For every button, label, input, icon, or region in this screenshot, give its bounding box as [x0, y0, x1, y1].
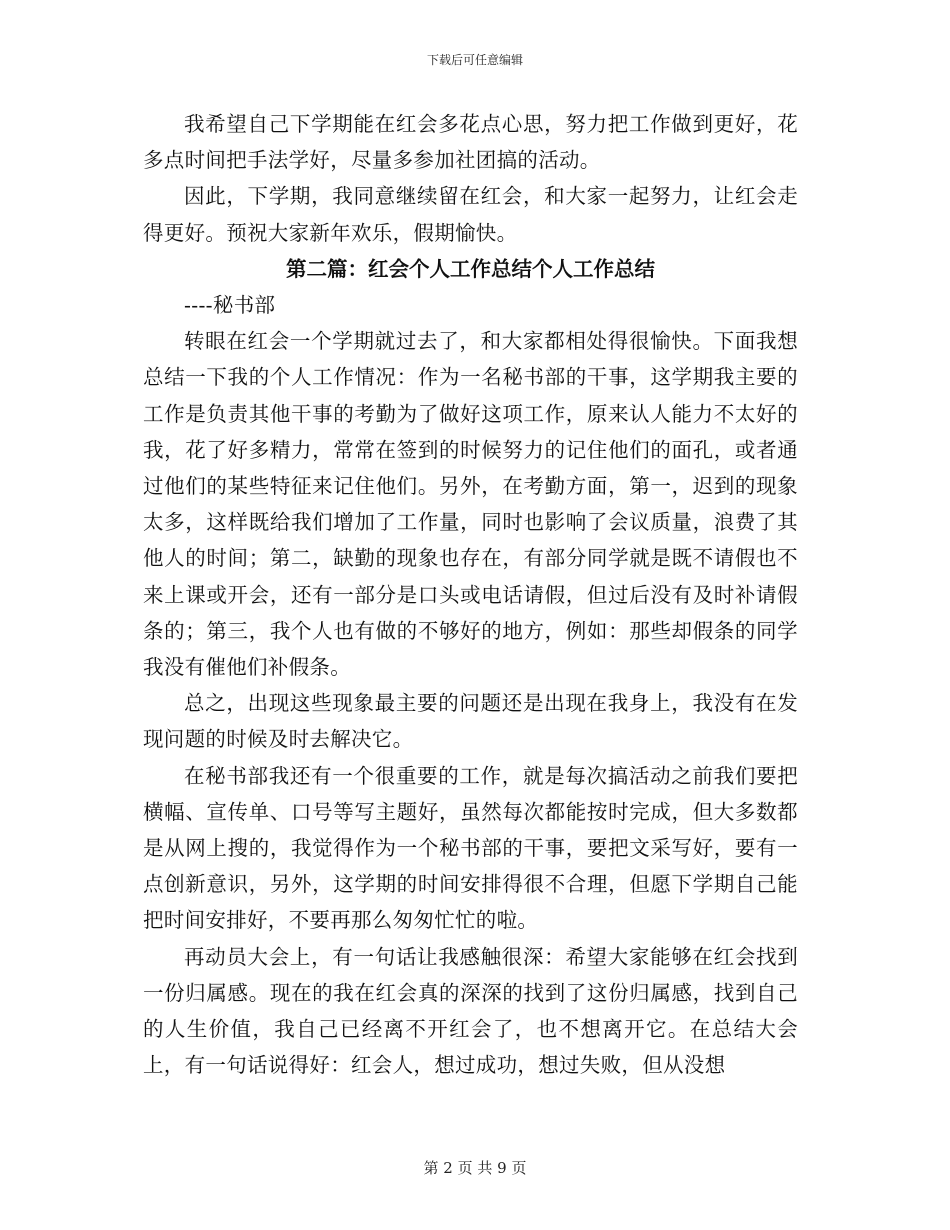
page-footer: 第 2 页 共 9 页: [423, 1159, 527, 1177]
department-label: ----秘书部: [184, 293, 276, 318]
paragraph: 转眼在红会一个学期就过去了，和大家都相处得很愉快。下面我想总结一下我的个人工作情况：作为一名秘书部的干事，这学期我主要的工作是负责其他干事的考勤为了做好这项工作，原来认人能力不太好的我，花了好多精力，常常在签到的时候努力的记住他们的面孔，或者通过他们的某些特征来记住他们。另外，在考勤方面，第一，迟到的现象太多，这样既给我们增加了工作量，同时也影响了会议质量，浪费了其他人的时间；第二，缺勤的现象也存在，有部分同学就是既不请假也不来上课或开会，还有一部分是口头或电话请假，但过后没有及时补请假条的；第三，我个人也有做的不够好的地方，例如：那些却假条的同学我没有催他们补假条。: [143, 329, 798, 680]
paragraph: 总之，出现这些现象最主要的问题还是出现在我身上，我没有在发现问题的时候及时去解决它。: [143, 691, 798, 752]
section-title: 第二篇：红会个人工作总结个人工作总结: [286, 256, 655, 281]
paragraph: 我希望自己下学期能在红会多花点心思，努力把工作做到更好，花多点时间把手法学好，尽量多参加社团搞的活动。: [143, 112, 798, 173]
paragraph: 再动员大会上，有一句话让我感触很深：希望大家能够在红会找到一份归属感。现在的我在红会真的深深的找到了这份归属感，找到自己的人生价值，我自己已经离不开红会了，也不想离开它。在总结大会上，有一句话说得好：红会人，想过成功，想过失败，但从没想: [143, 944, 798, 1078]
paragraph: 因此，下学期，我同意继续留在红会，和大家一起努力，让红会走得更好。预祝大家新年欢乐，假期愉快。: [143, 184, 798, 245]
document-body: [143, 106, 798, 1083]
paragraph: 在秘书部我还有一个很重要的工作，就是每次搞活动之前我们要把横幅、宣传单、口号等写主题好，虽然每次都能按时完成，但大多数都是从网上搜的，我觉得作为一个秘书部的干事，要把文采写好，要有一点创新意识，另外，这学期的时间安排得很不合理，但愿下学期自己能把时间安排好，不要再那么匆匆忙忙的啦。: [143, 763, 798, 933]
page-header: 下载后可任意编辑: [426, 53, 523, 67]
